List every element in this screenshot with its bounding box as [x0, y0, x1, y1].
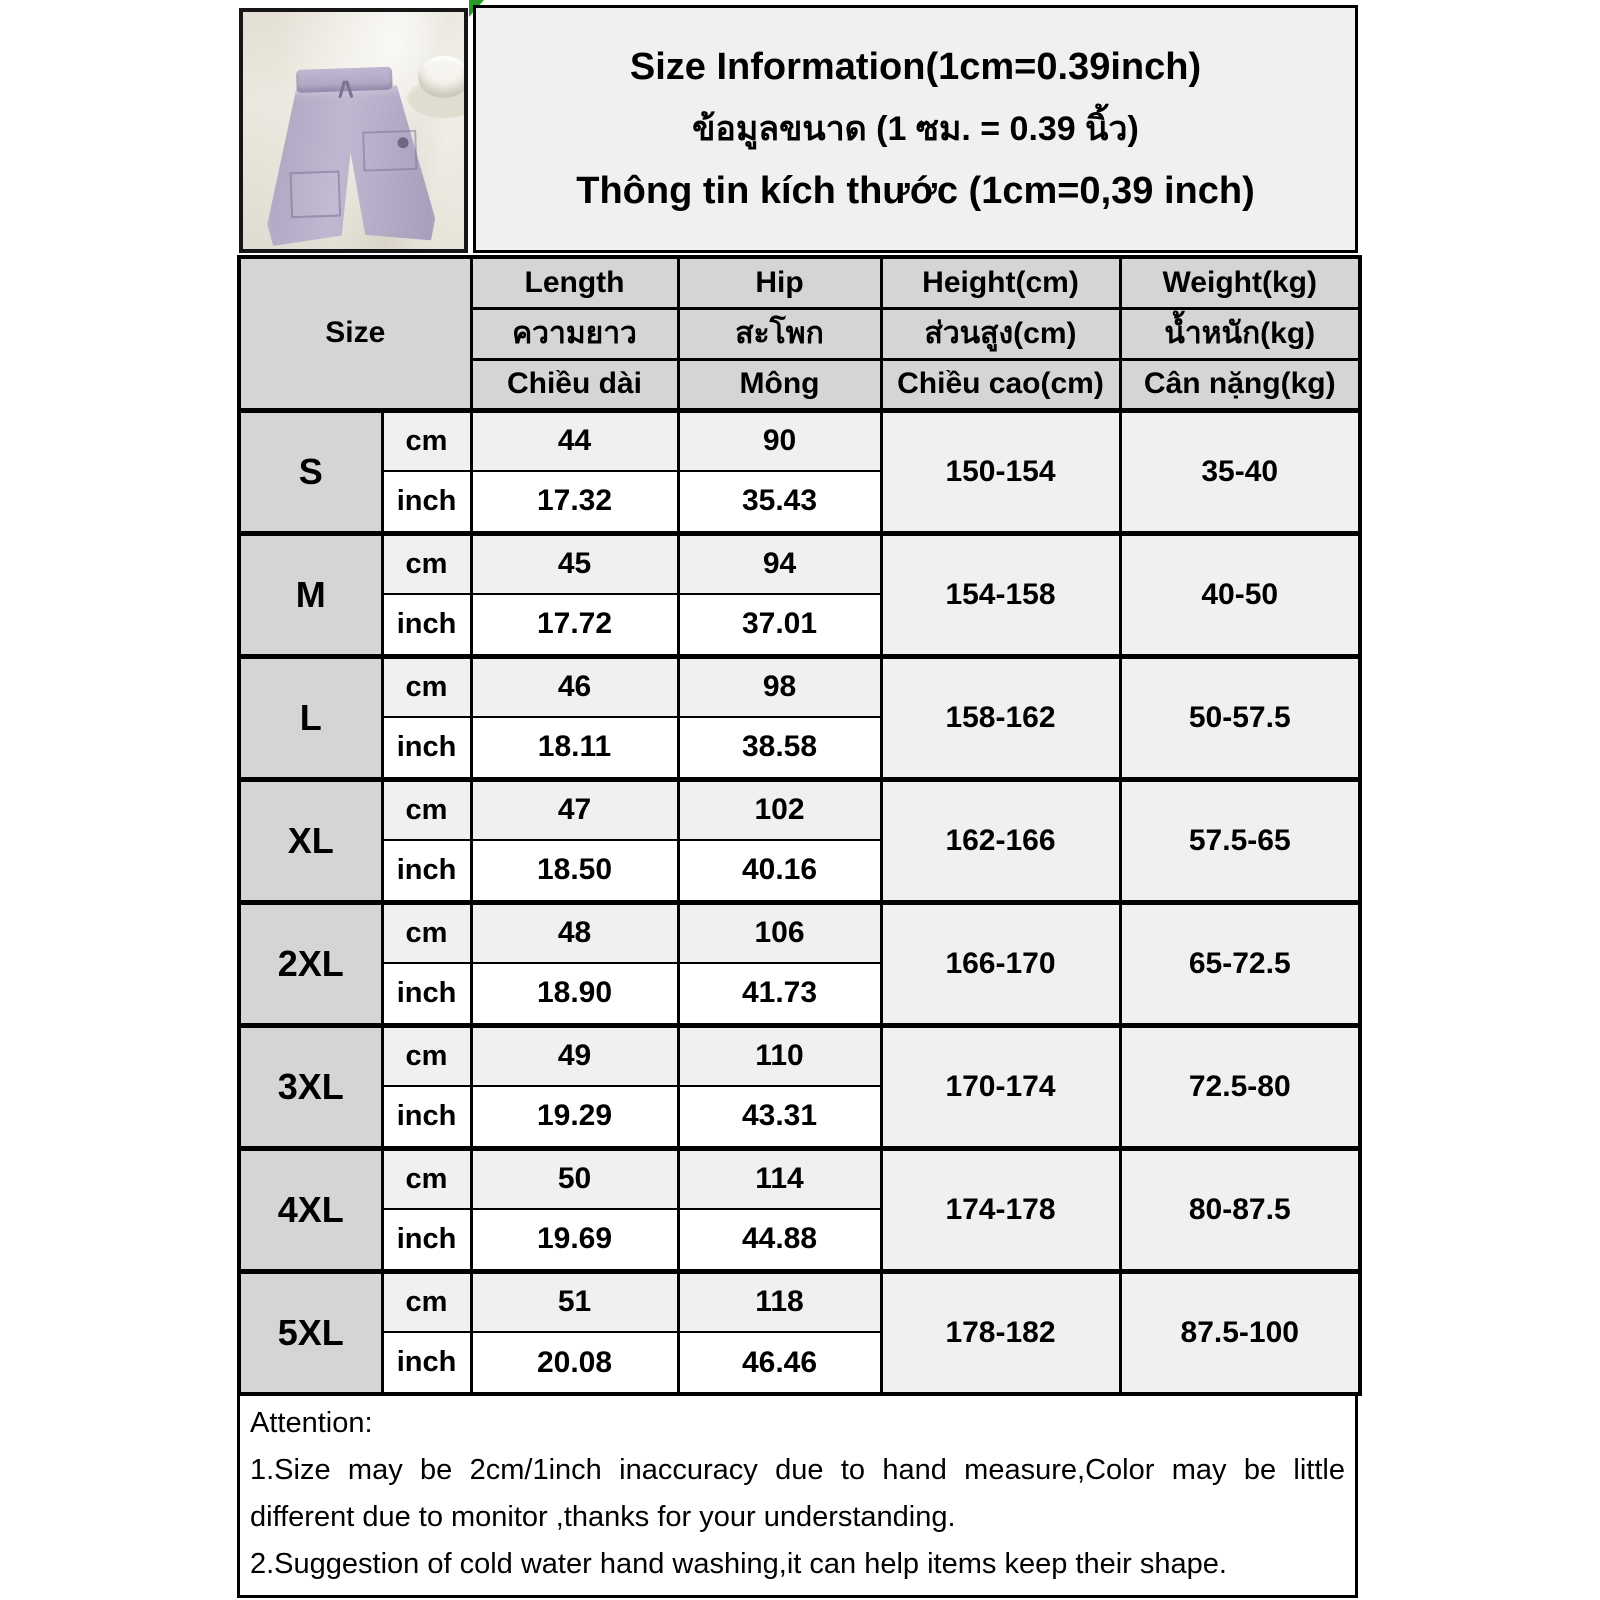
unit-cell: inch [382, 471, 471, 533]
height-value: 166-170 [881, 902, 1120, 1025]
unit-cell: cm [382, 656, 471, 717]
col-header-height-en: Height(cm) [881, 257, 1120, 308]
length-inch-value: 17.72 [471, 594, 678, 656]
length-cm-value: 46 [471, 656, 678, 717]
row-s-cm [239, 410, 1360, 471]
length-inch-value: 18.90 [471, 963, 678, 1025]
weight-value: 40-50 [1120, 533, 1360, 656]
shorts-logo-dot [397, 137, 408, 148]
col-header-length-en: Length [471, 257, 678, 308]
unit-cell: inch [382, 1086, 471, 1148]
height-value: 158-162 [881, 656, 1120, 779]
col-header-length-vi: Chiều dài [471, 359, 678, 410]
length-inch-value: 17.32 [471, 471, 678, 533]
attention-heading: Attention: [250, 1407, 373, 1439]
hip-inch-value: 46.46 [678, 1332, 881, 1394]
height-value: 178-182 [881, 1271, 1120, 1394]
row-5xl-cm [239, 1271, 1360, 1332]
attention-box [237, 1393, 1358, 1598]
weight-value: 72.5-80 [1120, 1025, 1360, 1148]
col-header-weight-vi: Cân nặng(kg) [1120, 359, 1360, 410]
attention-note-1: 1.Size may be 2cm/1inch inaccuracy due to hand measure,Color may be little different due to monitor ,thanks for your understanding. [250, 1454, 1345, 1533]
header-row-en [239, 257, 1360, 308]
hip-cm-value: 90 [678, 410, 881, 471]
shorts-image [256, 65, 452, 248]
col-header-weight-th: น้ำหนัก(kg) [1120, 308, 1360, 359]
weight-value: 65-72.5 [1120, 902, 1360, 1025]
unit-cell: cm [382, 410, 471, 471]
length-cm-value: 49 [471, 1025, 678, 1086]
hip-inch-value: 38.58 [678, 717, 881, 779]
col-header-hip-en: Hip [678, 257, 881, 308]
shorts-right-pocket [362, 130, 417, 172]
row-2xl-cm [239, 902, 1360, 963]
length-cm-value: 51 [471, 1271, 678, 1332]
attention-note-2: 2.Suggestion of cold water hand washing,it can help items keep their shape. [250, 1548, 1227, 1580]
hip-inch-value: 35.43 [678, 471, 881, 533]
hip-cm-value: 118 [678, 1271, 881, 1332]
col-header-height-th: ส่วนสูง(cm) [881, 308, 1120, 359]
hip-cm-value: 98 [678, 656, 881, 717]
col-header-hip-vi: Mông [678, 359, 881, 410]
length-cm-value: 50 [471, 1148, 678, 1209]
size-label: 2XL [239, 902, 382, 1025]
weight-value: 50-57.5 [1120, 656, 1360, 779]
hip-cm-value: 106 [678, 902, 881, 963]
unit-cell: inch [382, 717, 471, 779]
hip-cm-value: 114 [678, 1148, 881, 1209]
length-inch-value: 18.11 [471, 717, 678, 779]
row-xl-cm [239, 779, 1360, 840]
size-label: M [239, 533, 382, 656]
title-box [473, 5, 1358, 253]
length-inch-value: 18.50 [471, 840, 678, 902]
length-cm-value: 44 [471, 410, 678, 471]
unit-cell: inch [382, 840, 471, 902]
hip-cm-value: 102 [678, 779, 881, 840]
length-cm-value: 45 [471, 533, 678, 594]
height-value: 162-166 [881, 779, 1120, 902]
row-l-cm [239, 656, 1360, 717]
hip-cm-value: 110 [678, 1025, 881, 1086]
size-label: XL [239, 779, 382, 902]
length-cm-value: 47 [471, 779, 678, 840]
height-value: 154-158 [881, 533, 1120, 656]
unit-cell: inch [382, 1332, 471, 1394]
weight-value: 57.5-65 [1120, 779, 1360, 902]
title-thai: ข้อมูลขนาด (1 ซม. = 0.39 นิ้ว) [692, 110, 1139, 148]
unit-cell: inch [382, 594, 471, 656]
length-cm-value: 48 [471, 902, 678, 963]
hip-inch-value: 37.01 [678, 594, 881, 656]
unit-cell: cm [382, 779, 471, 840]
size-label: 4XL [239, 1148, 382, 1271]
col-header-height-vi: Chiều cao(cm) [881, 359, 1120, 410]
unit-cell: cm [382, 1148, 471, 1209]
weight-value: 87.5-100 [1120, 1271, 1360, 1394]
hip-inch-value: 40.16 [678, 840, 881, 902]
row-m-cm [239, 533, 1360, 594]
length-inch-value: 19.29 [471, 1086, 678, 1148]
unit-cell: cm [382, 902, 471, 963]
weight-value: 35-40 [1120, 410, 1360, 533]
hip-cm-value: 94 [678, 533, 881, 594]
size-table [237, 255, 1362, 1396]
col-header-length-th: ความยาว [471, 308, 678, 359]
height-value: 170-174 [881, 1025, 1120, 1148]
size-label: 5XL [239, 1271, 382, 1394]
height-value: 174-178 [881, 1148, 1120, 1271]
shorts-drawstring [334, 80, 359, 101]
size-label: L [239, 656, 382, 779]
weight-value: 80-87.5 [1120, 1148, 1360, 1271]
shorts-left-pocket [290, 171, 342, 219]
size-label: S [239, 410, 382, 533]
size-label: 3XL [239, 1025, 382, 1148]
height-value: 150-154 [881, 410, 1120, 533]
hip-inch-value: 43.31 [678, 1086, 881, 1148]
unit-cell: inch [382, 1209, 471, 1271]
unit-cell: cm [382, 1025, 471, 1086]
length-inch-value: 20.08 [471, 1332, 678, 1394]
unit-cell: inch [382, 963, 471, 1025]
hip-inch-value: 41.73 [678, 963, 881, 1025]
row-4xl-cm [239, 1148, 1360, 1209]
title-english: Size Information(1cm=0.39inch) [629, 46, 1202, 88]
col-header-hip-th: สะโพก [678, 308, 881, 359]
hip-inch-value: 44.88 [678, 1209, 881, 1271]
unit-cell: cm [382, 533, 471, 594]
unit-cell: cm [382, 1271, 471, 1332]
product-photo [239, 8, 468, 253]
col-header-weight-en: Weight(kg) [1120, 257, 1360, 308]
row-3xl-cm [239, 1025, 1360, 1086]
size-column-header: Size [239, 257, 471, 410]
length-inch-value: 19.69 [471, 1209, 678, 1271]
title-vietnamese: Thông tin kích thước (1cm=0,39 inch) [576, 170, 1255, 212]
